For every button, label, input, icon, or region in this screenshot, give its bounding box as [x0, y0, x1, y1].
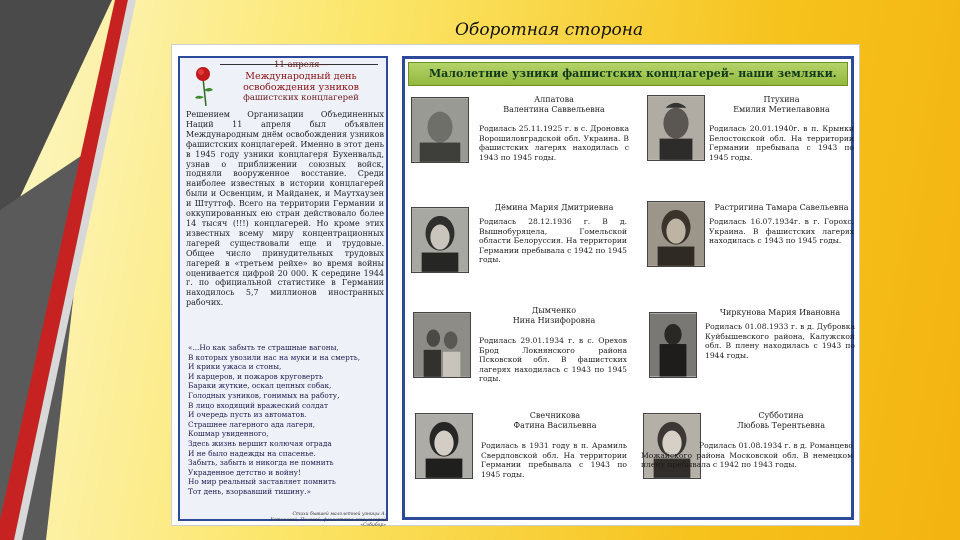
header-line-1: 11 апреля—	[274, 60, 328, 70]
portrait-photo	[649, 312, 697, 378]
prisoner-name	[711, 411, 851, 431]
prisoner-bio: Родилась в 1931 году в п. Арамиль Свердловской обл. На территории Германии пребывала с 1943 по 1945 годы.	[481, 441, 627, 479]
prisoner-given-names: Емилия Метиелавовна	[733, 105, 830, 114]
portrait-photo	[415, 413, 473, 479]
history-text: Решением Организации Объединенных Наций 11 апреля был объявлен Международным днём освобождения узников фашистских концлагерей. Именно в этот день в 1945 году узники концлагеря Бухенвальд, узнав о приближении союзных войск, подняли вооруженное восстание. Среди наиболее известных в истории концлагерей были и Освенцим, и Майданек, и Маутхаузен и Штуттоф. Всего на территории Германии и оккупированных ею стран действовало более 14 тысяч (!!!) концлагерей. Но кроме этих известных всему миру концентрационных лагерей существовали еще и трудовые. Общее число принудительных трудовых лагерей в «третьем рейхе» во время войны оценивается цифрой 20 000. К середине 1944 г. по официальной статистике в Германии находилось 5,7 миллионов иностранных рабочих.	[186, 110, 384, 308]
prisoner-card-rastrigina	[637, 199, 862, 304]
poem-line: В которых увозили нас на муки и на смерть,	[188, 352, 361, 362]
poem-line: «...Но как забыть те страшные вагоны,	[188, 343, 339, 352]
prisoner-name	[479, 95, 629, 115]
prisoner-bio: Родилась 01.08.1933 г. в д. Дубровка Куйбышевского района, Калужской обл. В плену находилась с 1943 по 1944 годы.	[705, 322, 855, 360]
prisoner-card-svechnikova	[409, 409, 634, 514]
rose-icon	[190, 64, 216, 106]
poem-line: И не было надежды на спасенье.	[188, 448, 316, 458]
prisoner-card-alpatova	[409, 93, 634, 198]
prisoner-given-names: Фатина Васильевна	[513, 421, 597, 430]
prisoner-bio: Родилась 28.12.1936 г. В д. Вышнобуряцела, Гомельской области Белоруссия. На территории Германии пребывала с 1942 по 1945 годы.	[479, 217, 627, 265]
poem-line: И карцеров, и пожаров круговерть	[188, 371, 323, 381]
prisoner-name: Чиркунова Мария Ивановна	[719, 308, 841, 317]
prisoner-card-ptukhina	[637, 93, 862, 198]
left-column	[178, 56, 388, 528]
prisoner-name	[709, 95, 854, 115]
banner-title: Малолетние узники фашистских концлагерей– наши земляки.	[429, 67, 837, 80]
prisoner-surname: Птухина	[763, 95, 800, 104]
prisoner-surname: Субботина	[758, 411, 804, 420]
poem-line: В лицо входящий вражеский солдат	[188, 400, 328, 410]
prisoner-card-subbotina	[637, 409, 862, 514]
poem-line: Страшнее лагерного ада лагеря,	[188, 419, 316, 429]
left-header	[184, 60, 382, 108]
prisoner-surname: Алпатова	[534, 95, 574, 104]
poem-source: Стихи бывшей малолетней узницы А. Устиновой, Полевой, фашистских концлагерей «Собибор»	[270, 512, 386, 528]
header-lines	[220, 60, 382, 104]
poem-line: Кошмар увиденного,	[188, 429, 269, 439]
prisoner-name	[479, 306, 629, 326]
prisoner-name: Растригина Тамара Савельевна	[714, 203, 849, 212]
poem-line: Забыть, забыть и никогда не помнить	[188, 458, 334, 468]
panel-banner	[408, 62, 848, 86]
header-line-3: освобождения узников	[243, 82, 359, 93]
prisoner-bio: Родилась 25.11.1925 г. в с. Дроновка Ворошиловградской обл. Украина. В фашистских лагерях находилась с 1943 по 1945 годы.	[479, 124, 629, 162]
header-line-4: фашистских концлагерей	[243, 93, 359, 103]
poem-line: Голодных узников, гонимых на работу,	[188, 390, 340, 400]
prisoner-given-names: Нина Низифоровна	[512, 316, 596, 325]
poster-sheet	[171, 44, 860, 526]
prisoner-card-demina	[409, 199, 634, 304]
prisoner-given-names: Любовь Терентьевна	[736, 421, 826, 430]
prisoner-surname: Свечникова	[529, 411, 581, 420]
prisoner-bio: Родилась 16.07.1934г. в г. Горохс. Украина. В фашистских лагерях находилась с 1943 по 1945 годы.	[709, 217, 854, 246]
poem-line: Но мир реальный заставляет помнить	[188, 477, 336, 487]
poem-line: И очередь пусть из автоматов.	[188, 410, 307, 420]
poem-line: Тот день, взорвавший тишину.»	[188, 486, 311, 496]
portrait-photo	[411, 97, 469, 163]
slide-title: Оборотная сторона	[455, 20, 644, 40]
portrait-photo	[411, 207, 469, 273]
prisoner-name	[481, 411, 629, 431]
portrait-photo	[647, 201, 705, 267]
prisoner-card-dymchenko	[409, 304, 634, 409]
prisoner-card-chirkunova	[637, 304, 862, 409]
prisoner-given-names: Валентина Саввельевна	[503, 105, 605, 114]
header-line-2: Международный день	[245, 71, 357, 82]
poem-line: И крики ужаса и стоны,	[188, 362, 282, 372]
poem	[188, 343, 384, 497]
prisoner-surname: Дымченко	[531, 306, 577, 315]
portrait-photo	[647, 95, 705, 161]
poem-line: Здесь жизнь вершит колючая ограда	[188, 438, 332, 448]
poem-line: Украденное детство и войну!	[188, 467, 301, 477]
prisoners-panel	[402, 56, 854, 520]
prisoner-bio: Родилась 20.01.1940г. в п. Крынки Белостокской обл. На территории Германии пребывала с 1943 по 1945 годы.	[709, 124, 854, 162]
prisoner-name: Дёмина Мария Дмитриевна	[494, 203, 614, 212]
prisoner-bio: Родилась 01.08.1934 г. в д. Романцево Можайского района Московской обл. В немецком плену пребывала с 1942 по 1943 годы.	[641, 441, 853, 470]
prisoner-bio: Родилась 29.01.1934 г. в с. Орехов Брод Локнянского района Псковской обл. В фашистских лагерях находилась с 1943 по 1945 годы.	[479, 336, 627, 384]
portrait-photo	[413, 312, 471, 378]
poem-line: Бараки жуткие, оскал цепных собак,	[188, 381, 332, 391]
